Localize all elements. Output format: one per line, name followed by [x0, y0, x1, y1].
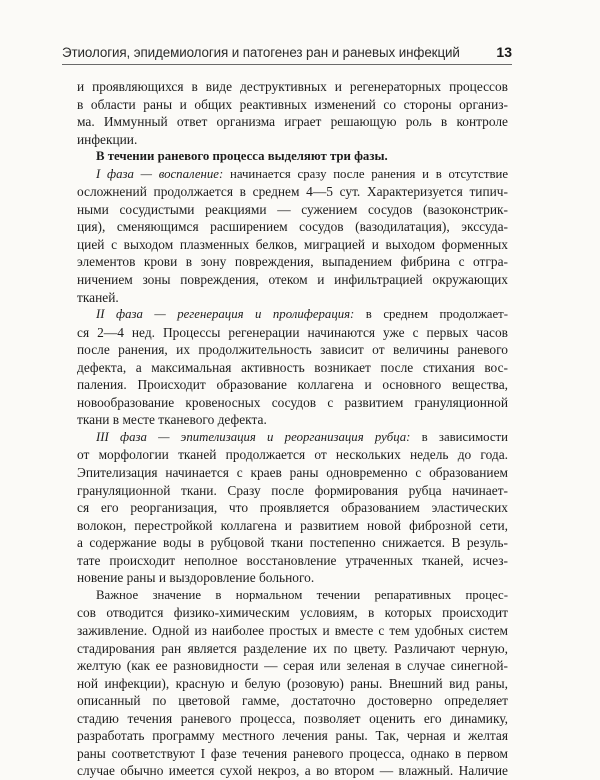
- text-line: от морфологии тканей продолжается от нескольких недель до года.: [77, 447, 508, 463]
- text-line: тате происходит неполное восстановление утраченных тканей, исчез-: [77, 552, 508, 568]
- paragraph-wound-staging: [77, 587, 508, 605]
- text-line: волокон, перестройкой коллагена и развитием новой фиброзной сети,: [77, 517, 508, 533]
- running-header: [62, 44, 512, 65]
- text-line: осложнений продолжается в среднем 4—5 сут. Характеризуется типич-: [77, 184, 508, 200]
- text-line: ткани в месте тканевого дефекта.: [77, 412, 267, 428]
- text-line: тканей.: [77, 289, 119, 305]
- paragraph-phase-2-cont: [77, 324, 508, 429]
- text-line: ма. Иммунный ответ организма играет решающую роль в контроле: [77, 114, 508, 130]
- text-line: а содержание воды в рубцовой ткани постепенно снижается. В резуль-: [77, 535, 508, 551]
- phase-2-label: II фаза — регенерация и пролиферация:: [96, 307, 355, 322]
- phase-3-text: в зависимости: [410, 429, 508, 444]
- text-line: ными сосудистыми реакциями — сужением сосудов (вазоконстрик-: [77, 201, 508, 217]
- paragraph-wound-staging-cont: [77, 604, 508, 779]
- paragraph-intro: [77, 78, 508, 148]
- text-line: инфекции.: [77, 131, 138, 147]
- section-heading: [77, 148, 508, 166]
- phase-2-text: в среднем продолжает-: [354, 307, 508, 322]
- text-line: [77, 166, 508, 184]
- paragraph-phase-3: [77, 429, 508, 447]
- text-line: ся 2—4 нед. Процессы регенерации начинаются уже с первых часов: [77, 324, 508, 340]
- text-line: стадирования ран является разделение их по цвету. Различают черную,: [77, 640, 508, 656]
- text-line: цией с выходом плазменных белков, миграцией и выходом форменных: [77, 236, 508, 252]
- text-line: ничением зоны повреждения, отеком и инфильтрацией окружающих: [77, 272, 508, 288]
- text-line: дефекта, а максимальная активность возникает после стихания вос-: [77, 359, 508, 375]
- text-line: заживление. Одной из наиболее простых и вместе с тем удобных систем: [77, 622, 508, 638]
- paragraph-phase-2: [77, 306, 508, 324]
- paragraph-phase-3-cont: [77, 446, 508, 586]
- phase-1-label: I фаза — воспаление:: [96, 166, 224, 181]
- text-line: новообразование кровеносных сосудов с развитием грануляционной: [77, 394, 508, 410]
- text-line: грануляционной ткани. Сразу после формирования рубца начинает-: [77, 482, 508, 498]
- paragraph-phase-1: [77, 166, 508, 184]
- text-line: раны соответствуют I фазе течения раневого процесса, однако в первом: [77, 745, 508, 761]
- text-line: сов отводится физико-химическим условиям, в которых происходит: [77, 605, 508, 621]
- text-line: новение раны и выздоровление больного.: [77, 570, 315, 586]
- page-number: 13: [496, 44, 512, 60]
- text-line: [77, 306, 508, 324]
- text-line: Эпителизация начинается с краев раны одновременно с образованием: [77, 465, 508, 481]
- text-line: в области раны и общих реактивных изменений со стороны организ-: [77, 96, 508, 112]
- text-line: Важное значение в нормальном течении репаративных процес-: [96, 587, 508, 602]
- text-line: ция), сменяющимся расширением сосудов (вазодилатация), экссуда-: [77, 219, 508, 235]
- phase-3-label: III фаза — эпителизация и реорганизация рубца:: [96, 429, 411, 444]
- text-line: разработать программу местного лечения раны. Так, черная и желтая: [77, 728, 508, 744]
- text-line: паления. Происходит образование коллагена и основного вещества,: [77, 377, 508, 393]
- heading-text: В течении раневого процесса выделяют три фазы.: [96, 149, 388, 164]
- text-line: желтую (как ее разновидности — серая или зеленая в случае синегной-: [77, 658, 508, 674]
- text-line: и проявляющихся в виде деструктивных и регенераторных процессов: [77, 79, 508, 94]
- text-line: ной инфекции), красную и белую (розовую) раны. Внешний вид раны,: [77, 675, 508, 691]
- text-line: элементов крови в зону повреждения, выпадением фибрина с отгра-: [77, 254, 508, 270]
- text-line: после ранения, их продолжительность зависит от величины раневого: [77, 342, 508, 358]
- text-line: описанный по цветовой гамме, достаточно достоверно определяет: [77, 693, 508, 709]
- text-line: стадию течения раневого процесса, позволяет оценить его динамику,: [77, 710, 508, 726]
- header-title: Этиология, эпидемиология и патогенез ран и раневых инфекций: [62, 45, 460, 60]
- paragraph-phase-1-cont: [77, 183, 508, 306]
- text-line: ся его реорганизация, что проявляется образованием эластических: [77, 500, 508, 516]
- body-text: [77, 78, 508, 780]
- text-line: случае обычно имеется сухой некроз, а во втором — влажный. Наличие: [77, 763, 508, 779]
- text-line: [77, 429, 508, 447]
- phase-1-text: начинается сразу после ранения и в отсутствие: [223, 166, 509, 181]
